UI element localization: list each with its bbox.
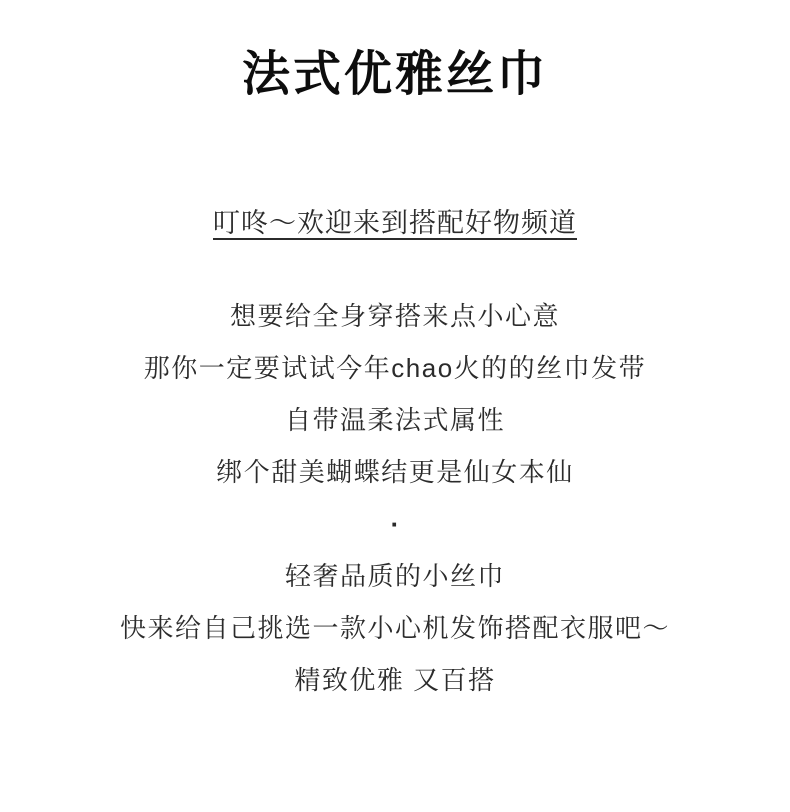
body-line-4: 绑个甜美蝴蝶结更是仙女本仙 xyxy=(216,457,574,487)
body-line-1: 想要给全身穿搭来点小心意 xyxy=(229,301,560,331)
body-text xyxy=(0,290,790,706)
subtitle-row xyxy=(0,100,790,238)
dot-separator: · xyxy=(390,509,400,539)
body-line-7: 精致优雅 又百搭 xyxy=(294,665,496,695)
greeting-subtitle: 叮咚～欢迎来到搭配好物频道 xyxy=(213,208,577,238)
page-title: 法式优雅丝巾 xyxy=(241,48,548,101)
body-line-3: 自带温柔法式属性 xyxy=(284,405,505,435)
body-line-5: 轻奢品质的小丝巾 xyxy=(284,561,505,591)
body-line-6: 快来给自己挑选一款小心机发饰搭配衣服吧～ xyxy=(119,613,670,643)
body-line-2: 那你一定要试试今年chao火的的丝巾发带 xyxy=(143,353,647,383)
